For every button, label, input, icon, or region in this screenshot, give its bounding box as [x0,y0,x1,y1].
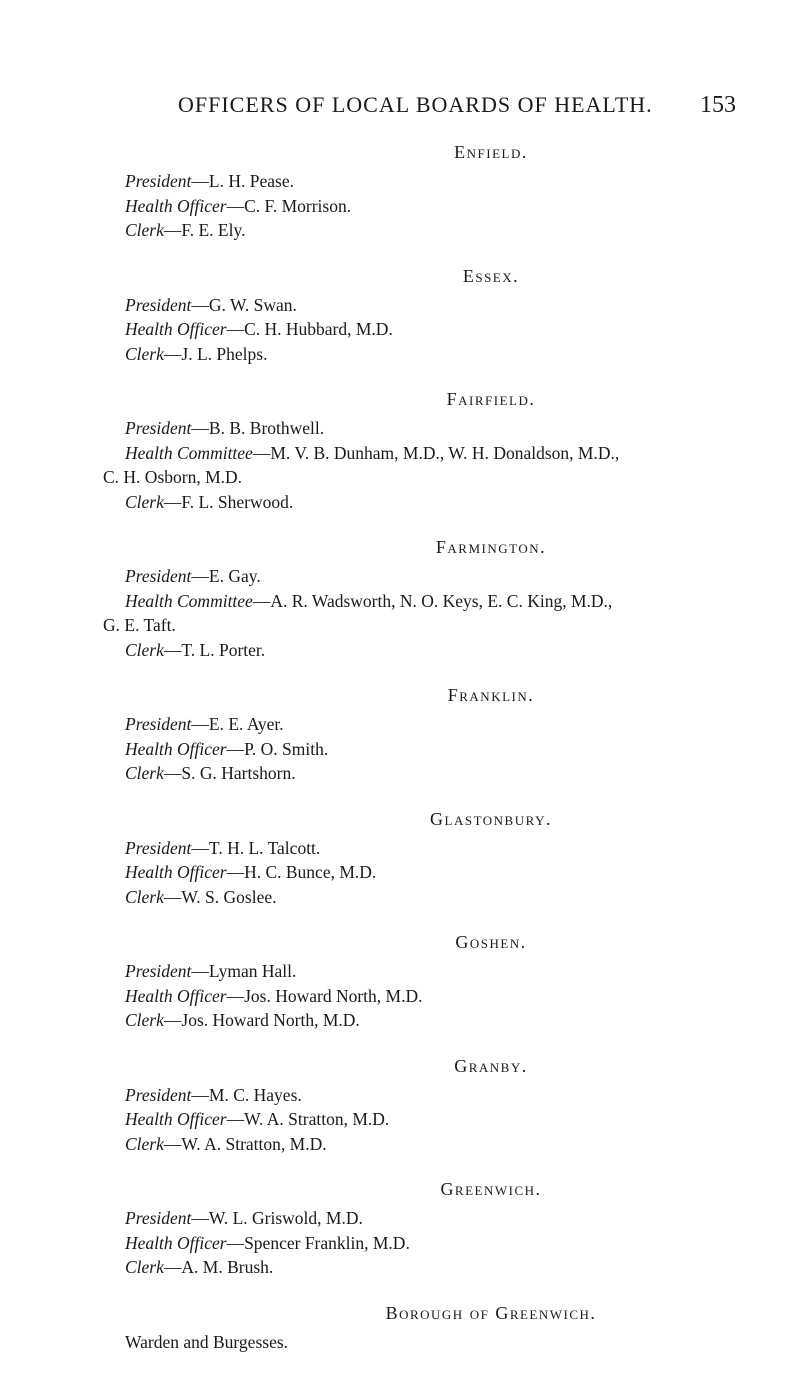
officer-name: —E. Gay. [191,566,261,586]
officer-role: Clerk [125,1010,164,1030]
officer-role: President [125,171,192,191]
officer-entry [0,589,745,614]
officer-name: —T. L. Porter. [163,639,266,660]
officer-name: —W. A. Stratton, M.D. [226,1109,390,1129]
officer-name: —S. G. Hartshorn. [163,763,296,783]
officer-entry [0,194,745,219]
officer-role: Health Officer [125,862,227,882]
officer-entry [0,737,745,762]
page-number: 153 [700,92,736,118]
officer-entry-continuation: C. H. Osborn, M.D. [103,467,243,487]
officer-role: Clerk [125,639,164,660]
officer-role: President [125,294,192,315]
officer-name: —F. E. Ely. [163,220,246,240]
officer-entry [0,564,745,589]
officer-role: Clerk [125,491,164,512]
officer-entry [0,490,745,515]
officer-entry [0,416,745,441]
town-heading: Essex. [462,265,520,286]
officer-entry [0,860,745,885]
officer-entry [0,1255,745,1280]
town-heading: Granby. [454,1055,528,1076]
officer-role: Clerk [125,1133,164,1154]
officer-entry [0,712,745,737]
running-title: OFFICERS OF LOCAL BOARDS OF HEALTH. [178,92,653,117]
officer-role: Health Officer [125,1109,227,1129]
town-heading: Greenwich. [440,1179,542,1199]
officer-entry [0,1008,745,1033]
town-heading: Franklin. [447,685,535,705]
town-heading: Goshen. [455,932,527,952]
officer-name: —C. H. Hubbard, M.D. [226,319,393,339]
officer-entry [0,836,745,861]
town-heading: Borough of Greenwich. [385,1302,597,1323]
officer-name: —M. V. B. Dunham, M.D., W. H. Donaldson, M.D., [252,442,620,463]
town-section [0,928,800,1033]
officer-entry [0,317,745,342]
town-section [0,533,800,662]
officer-name: —Spencer Franklin, M.D. [226,1232,410,1253]
town-heading: Fairfield. [446,389,536,409]
officer-entry [0,638,745,663]
town-section [0,1175,800,1280]
officer-entry [0,169,745,194]
officer-role: Clerk [125,220,164,240]
running-header [178,92,736,119]
officer-entry [0,441,745,466]
officer-entry [0,959,745,984]
officer-role: President [125,837,192,858]
town-section [0,385,800,514]
officer-role: Clerk [125,886,164,907]
officer-name: —B. B. Brothwell. [191,418,325,438]
officer-name: —W. L. Griswold, M.D. [191,1208,363,1228]
town-heading: Farmington. [435,537,547,557]
officer-listing [0,138,800,1373]
officer-role: Health Officer [125,738,227,759]
officer-role: President [125,418,192,438]
officer-role: Health Officer [125,985,227,1006]
officer-name: —M. C. Hayes. [191,1084,302,1105]
officer-entry [0,1107,745,1132]
town-section [0,805,800,910]
officer-name: —H. C. Bunce, M.D. [226,862,377,882]
officer-entry [0,885,745,910]
officer-name: —T. H. L. Talcott. [191,837,321,858]
officer-role: President [125,566,192,586]
officer-entry [0,1206,745,1231]
town-section [0,138,800,243]
town-heading: Glastonbury. [430,808,552,829]
officer-name: —C. F. Morrison. [226,195,352,216]
officer-role: President [125,961,192,981]
officer-entry [0,218,745,243]
officer-name: —A. M. Brush. [163,1257,274,1277]
officer-role: Health Officer [125,319,227,339]
officer-name: —F. L. Sherwood. [163,491,294,512]
officer-entry [0,761,745,786]
officer-role: Clerk [125,763,164,783]
officer-name: —Jos. Howard North, M.D. [163,1010,360,1030]
officer-name: —Jos. Howard North, M.D. [226,985,423,1006]
officer-entry [0,1231,745,1256]
officer-role: Clerk [125,1257,164,1277]
town-heading: Enfield. [454,142,528,162]
officer-name: —E. E. Ayer. [191,714,284,734]
officer-role: Health Committee [125,590,253,611]
officer-entry [0,984,745,1009]
town-section-borough [0,1299,800,1355]
officer-entry-continuation: G. E. Taft. [103,615,176,635]
officer-name: —L. H. Pease. [191,171,294,191]
officer-name: —W. A. Stratton, M.D. [163,1133,327,1154]
town-section [0,681,800,786]
officer-role: Clerk [125,343,164,364]
officer-entry [0,293,745,318]
officer-entry [0,342,745,367]
officer-name: —W. S. Goslee. [163,886,277,907]
officer-role: Health Officer [125,195,227,216]
officer-role: President [125,1208,192,1228]
officer-role: Health Committee [125,442,253,463]
town-section [0,262,800,367]
officer-name: —G. W. Swan. [191,294,297,315]
officer-role: President [125,714,192,734]
borough-officers: Warden and Burgesses. [125,1331,289,1352]
officer-name: —P. O. Smith. [226,738,329,759]
town-section [0,1052,800,1157]
officer-name: —A. R. Wadsworth, N. O. Keys, E. C. King, M.D., [252,590,613,611]
officer-role: Health Officer [125,1232,227,1253]
officer-name: —Lyman Hall. [191,961,297,981]
officer-entry [0,1132,745,1157]
officer-role: President [125,1084,192,1105]
officer-name: —J. L. Phelps. [163,343,268,364]
officer-entry [0,1083,745,1108]
